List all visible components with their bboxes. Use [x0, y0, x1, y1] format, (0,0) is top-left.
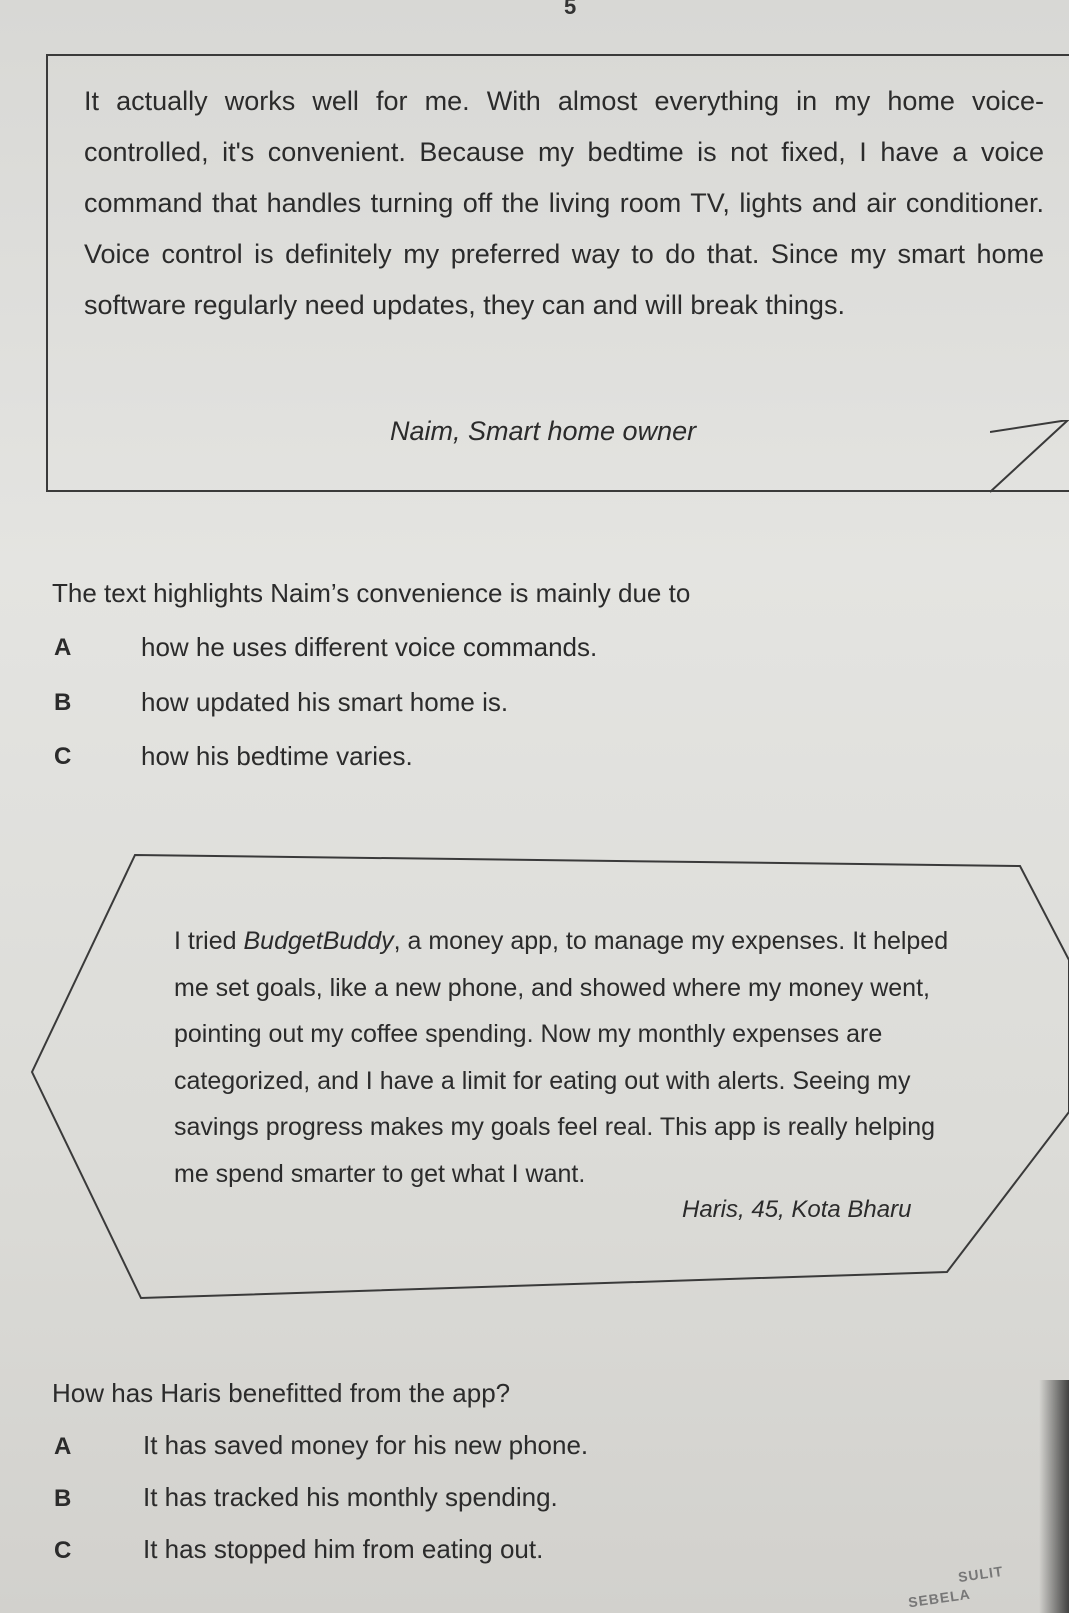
q2-option-c-text[interactable]: It has stopped him from eating out. [143, 1534, 544, 1564]
page-number: 5 [564, 0, 577, 19]
q1-option-c-text[interactable]: how his bedtime varies. [141, 741, 413, 771]
naim-signature: Naim, Smart home owner [390, 416, 697, 446]
q1-option-a-text[interactable]: how he uses different voice commands. [141, 632, 598, 662]
question1-stem: The text highlights Naim’s convenience is mainly due to [52, 578, 691, 608]
stamp-line2: SEBELA [907, 1585, 972, 1611]
q2-option-c-letter: C [54, 1537, 72, 1564]
q1-option-a-letter: A [54, 634, 72, 661]
page-edge-shadow [1039, 1380, 1069, 1613]
haris-signature: Haris, 45, Kota Bharu [682, 1196, 912, 1223]
q2-option-a-text[interactable]: It has saved money for his new phone. [143, 1430, 589, 1460]
stamp-line1: SULIT [957, 1562, 1005, 1586]
haris-passage-intro: I tried [174, 927, 244, 955]
question2-stem: How has Haris benefitted from the app? [52, 1378, 511, 1408]
naim-passage: It actually works well for me. With almost everything in my home voice-controlled, it's convenient. Because my bedtime is not fixed, I have a voice command that handles turning off the living room TV, lights and air conditioner. Voice control is definitely my preferred way to do that. Since my smart home software regularly need updates, they can and will break things. [84, 86, 1044, 320]
q2-option-b-text[interactable]: It has tracked his monthly spending. [143, 1482, 558, 1512]
q1-option-b-text[interactable]: how updated his smart home is. [141, 687, 509, 717]
q2-option-b-letter: B [54, 1485, 72, 1512]
q1-option-b-letter: B [54, 689, 72, 716]
haris-passage [174, 918, 966, 1197]
q2-option-a-letter: A [54, 1433, 72, 1460]
haris-passage-body: , a money app, to manage my expenses. It helped me set goals, like a new phone, and showed where my money went, pointing out my coffee spending. Now my monthly expenses are categorized, and I have a limit for eating out with alerts. Seeing my savings progress makes my goals feel real. This app is really helping me spend smarter to get what I want. [174, 927, 949, 1188]
q1-option-c-letter: C [54, 743, 72, 770]
app-name: BudgetBuddy [243, 927, 394, 955]
